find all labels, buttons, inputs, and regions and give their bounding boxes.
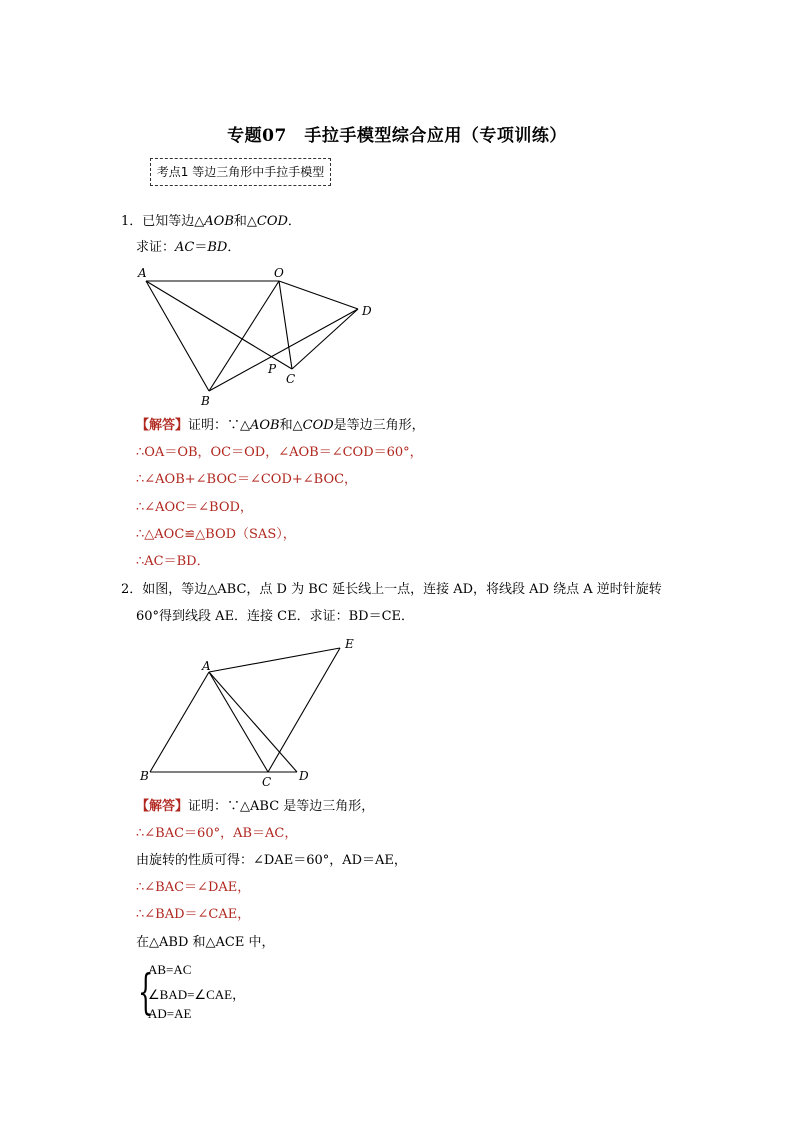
q2-label-a: A (202, 659, 211, 673)
q1-answer-line-5: ∴△AOC≌△BOD（SAS）， (136, 527, 296, 542)
q1-figure (146, 281, 358, 391)
q1-stem-c: 和△ (233, 214, 257, 229)
system-line-2: ∠BAD=∠CAE， (148, 987, 246, 1002)
q2-answer-line-2: ∴∠BAC＝60°，AB＝AC， (136, 826, 298, 841)
q1-answer-1c: 和△ (279, 418, 303, 433)
q1-stem-a: 已知等边△ (142, 214, 205, 229)
q1-prove-e: ． (227, 240, 241, 255)
q1-label-b: B (201, 394, 210, 408)
q1-prove-a: 求证： (136, 240, 176, 255)
q1-segment-ab (146, 281, 209, 391)
q1-label-o: O (274, 266, 284, 280)
q2-stem-line-1 (121, 582, 662, 598)
q2-label-e: E (345, 637, 354, 651)
q1-segment-bd (209, 309, 358, 391)
page-title: 专题07 手拉手模型综合应用（专项训练） (227, 126, 567, 146)
system-line-3: AD=AE (148, 1006, 192, 1021)
q1-answer-1b: AOB (250, 418, 280, 433)
q2-answer-tag: 【解答】 (136, 799, 189, 814)
q1-answer-line-2: ∴OA＝OB，OC＝OD，∠AOB＝∠COD＝60°， (136, 445, 423, 460)
q2-segment-ce (268, 648, 340, 772)
q1-label-d: D (362, 304, 372, 318)
q2-stem-line-2: 60°得到线段 AE．连接 CE．求证：BD＝CE． (136, 609, 415, 624)
q2-answer-line-3: 由旋转的性质可得：∠DAE＝60°，AD＝AE， (136, 853, 407, 868)
q1-answer-1d: COD (302, 418, 334, 433)
section-box: 考点1 等边三角形中手拉手模型 (150, 158, 331, 186)
q2-label-b: B (140, 769, 149, 783)
q2-answer-line-1 (136, 799, 374, 815)
q2-segment-ac (209, 672, 268, 772)
q1-label-p: P (268, 362, 277, 376)
system-brace: { (138, 964, 154, 1020)
q2-figure (150, 648, 340, 772)
q1-answer-line-6: ∴AC＝BD． (136, 554, 210, 569)
system-line-1: AB=AC (148, 962, 192, 977)
q1-answer-line-1 (136, 418, 425, 434)
q1-segment-od (279, 281, 358, 309)
q2-segment-ae (209, 648, 340, 672)
q2-label-d: D (299, 769, 309, 783)
q1-answer-1e: 是等边三角形， (333, 418, 425, 433)
q2-number: 2． (121, 582, 143, 597)
q1-answer-tag: 【解答】 (136, 418, 189, 433)
q1-prove-d: BD (207, 240, 228, 255)
q1-prove-b: AC (175, 240, 195, 255)
q2-stem-1: 如图，等边△ABC，点 D 为 BC 延长线上一点，连接 AD，将线段 AD 绕点 A 逆时针旋转 (142, 582, 662, 597)
q2-label-c: C (262, 775, 272, 789)
q1-answer-line-3: ∴∠AOB+∠BOC＝∠COD+∠BOC， (136, 472, 358, 487)
q1-number: 1． (121, 214, 143, 229)
q2-segment-ad (209, 672, 297, 772)
q2-answer-line-6: 在△ABD 和△ACE 中， (136, 935, 275, 950)
q2-labels (139, 637, 354, 789)
q2-answer-line-4: ∴∠BAC＝∠DAE， (136, 880, 251, 895)
q1-segment-oc (279, 281, 292, 369)
q2-answer-line-5: ∴∠BAD＝∠CAE， (136, 907, 251, 922)
q1-stem-e: ． (287, 214, 301, 229)
q1-labels (137, 266, 372, 408)
q1-prove-c: ＝ (194, 240, 208, 255)
q1-answer-1a: 证明：∵△ (188, 418, 251, 433)
q1-label-a: A (138, 266, 147, 280)
q1-stem-d: COD (256, 214, 288, 229)
q2-segment-ab (150, 672, 209, 772)
q1-stem-b: AOB (204, 214, 234, 229)
q1-label-c: C (286, 372, 296, 386)
q1-answer-line-4: ∴∠AOC＝∠BOD， (136, 500, 253, 515)
q1-segment-cd (292, 309, 358, 369)
q2-answer-1: 证明：∵△ABC 是等边三角形， (188, 799, 375, 814)
